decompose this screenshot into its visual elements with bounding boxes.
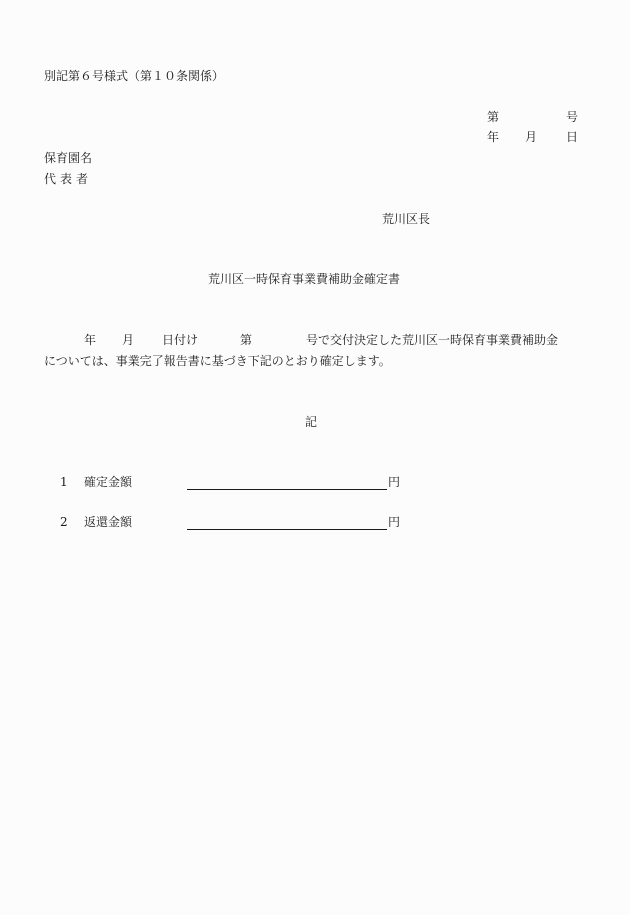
document-title: 荒川区一時保育事業費補助金確定書 [208,272,401,286]
body-text-rest: 号で交付決定した荒川区一時保育事業費補助金 [306,333,559,347]
doc-number-prefix: 第 [487,110,500,124]
doc-date-year: 年 [487,130,500,144]
amount-blank-line [187,514,387,530]
item-label: 返還金額 [84,515,133,529]
item-unit: 円 [388,475,401,489]
body-month: 月 [122,333,135,347]
recipient-representative: 代表者 [44,172,93,186]
item-label: 確定金額 [84,475,133,489]
body-year: 年 [84,333,97,347]
body-day: 日付け [162,333,199,347]
body-paragraph-line-2: については、事業完了報告書に基づき下記のとおり確定します。 [44,354,391,368]
item-unit: 円 [388,515,401,529]
ki-heading: 記 [305,415,318,429]
item-refund-amount [60,514,420,532]
doc-date-month: 月 [525,130,538,144]
item-number: 1 [60,475,68,489]
item-number: 2 [60,515,68,529]
doc-number-suffix: 号 [566,110,579,124]
body-paragraph-line-1 [44,332,584,348]
amount-blank-line [187,474,387,490]
item-confirmed-amount [60,474,420,492]
form-number: 別記第６号様式（第１０条関係） [44,69,225,83]
body-number-prefix: 第 [240,333,253,347]
doc-date-day: 日 [566,130,579,144]
recipient-facility-name: 保育園名 [44,151,93,165]
issuer-name: 荒川区長 [382,212,431,226]
